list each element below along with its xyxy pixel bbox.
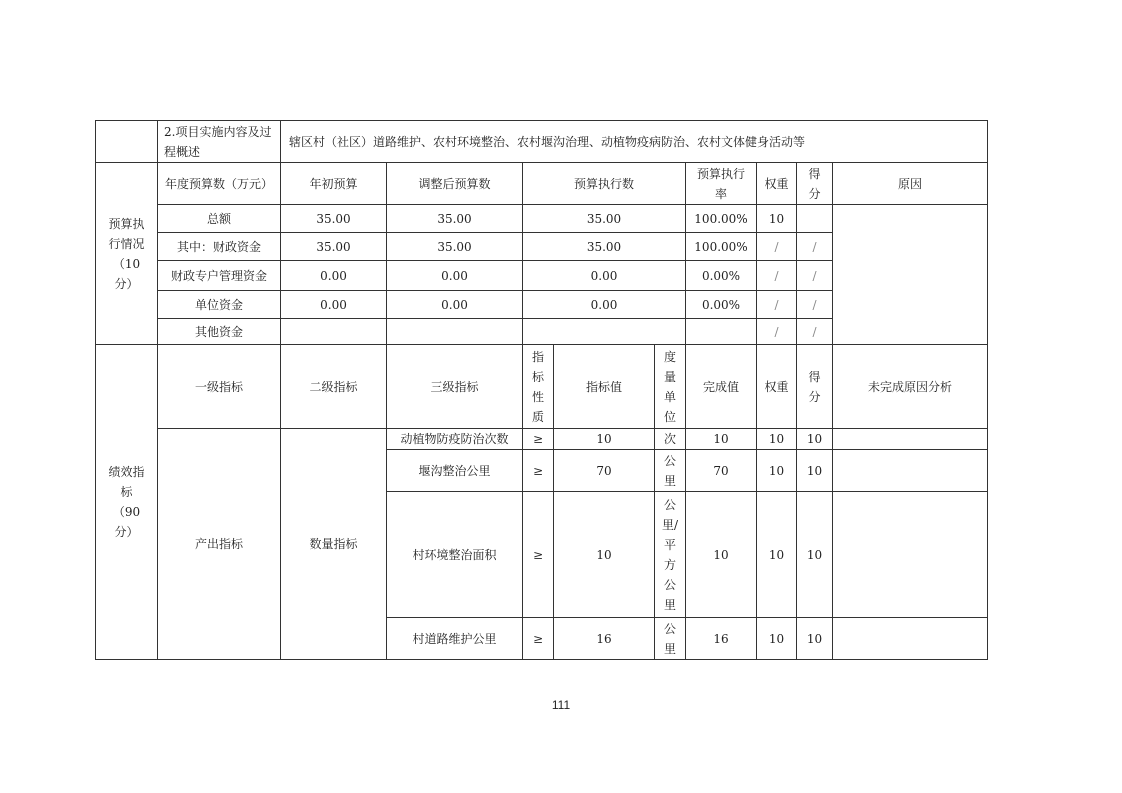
budget-row-rate: 0.00% — [686, 291, 757, 319]
budget-header-row — [96, 163, 988, 205]
budget-row-score: / — [797, 261, 833, 291]
budget-row-rate: 0.00% — [686, 261, 757, 291]
budget-row-score — [797, 205, 833, 233]
indicator-completed: 10 — [686, 492, 757, 618]
level3-header: 三级指标 — [387, 345, 523, 429]
indicator-nature: ≥ — [523, 492, 554, 618]
execution-rate-header-text: 预算执行率 — [696, 166, 745, 201]
indicator-value: 10 — [554, 492, 655, 618]
budget-row-initial: 35.00 — [281, 205, 387, 233]
budget-row-name: 财政专户管理资金 — [158, 261, 281, 291]
nature-header — [523, 345, 554, 429]
budget-row-weight: / — [757, 233, 797, 261]
indicator-nature: ≥ — [523, 618, 554, 660]
performance-header-row — [96, 345, 988, 429]
reason-header: 原因 — [833, 163, 988, 205]
indicator-analysis — [833, 450, 988, 492]
budget-row-executed: 0.00 — [523, 291, 686, 319]
indicator-name: 堰沟整治公里 — [387, 450, 523, 492]
completed-header: 完成值 — [686, 345, 757, 429]
budget-row-weight: 10 — [757, 205, 797, 233]
score-header-text: 得分 — [808, 166, 821, 201]
budget-row-executed — [523, 319, 686, 345]
level1-value: 产出指标 — [158, 429, 281, 660]
value-header: 指标值 — [554, 345, 655, 429]
budget-row-name: 其中：财政资金 — [158, 233, 281, 261]
annual-budget-header: 年度预算数（万元） — [158, 163, 281, 205]
budget-row-executed: 0.00 — [523, 261, 686, 291]
budget-row-weight: / — [757, 261, 797, 291]
budget-row-executed: 35.00 — [523, 233, 686, 261]
budget-row-adjusted: 35.00 — [387, 205, 523, 233]
budget-row-rate — [686, 319, 757, 345]
indicator-name: 村道路维护公里 — [387, 618, 523, 660]
budget-row-initial: 35.00 — [281, 233, 387, 261]
empty-cell — [96, 121, 158, 163]
budget-row-adjusted — [387, 319, 523, 345]
page-number: 111 — [551, 698, 571, 712]
indicator-nature: ≥ — [523, 450, 554, 492]
indicator-unit-text: 公里/平方公里 — [662, 497, 679, 612]
project-description-label: 2.项目实施内容及过程概述 — [158, 121, 281, 163]
indicator-unit-text: 公里 — [663, 621, 676, 656]
nature-header-text: 指标性质 — [531, 349, 544, 424]
perf-score-header-text: 得分 — [808, 369, 821, 404]
perf-score-header — [797, 345, 833, 429]
indicator-analysis — [833, 492, 988, 618]
budget-row-initial: 0.00 — [281, 261, 387, 291]
indicator-name: 动植物防疫防治次数 — [387, 429, 523, 450]
indicator-score: 10 — [797, 429, 833, 450]
level2-value: 数量指标 — [281, 429, 387, 660]
budget-reason-cell — [833, 205, 988, 345]
budget-section-label-text: 预算执行情况（10分） — [108, 216, 145, 291]
indicator-score: 10 — [797, 450, 833, 492]
perf-weight-header: 权重 — [757, 345, 797, 429]
indicator-unit — [655, 450, 686, 492]
execution-rate-header — [686, 163, 757, 205]
budget-row-adjusted: 0.00 — [387, 261, 523, 291]
indicator-analysis — [833, 618, 988, 660]
indicator-weight: 10 — [757, 429, 797, 450]
performance-section-label — [96, 345, 158, 660]
budget-row-rate: 100.00% — [686, 233, 757, 261]
performance-evaluation-table — [95, 120, 988, 660]
indicator-completed: 70 — [686, 450, 757, 492]
budget-row-rate: 100.00% — [686, 205, 757, 233]
analysis-header: 未完成原因分析 — [833, 345, 988, 429]
indicator-weight: 10 — [757, 618, 797, 660]
indicator-score: 10 — [797, 492, 833, 618]
project-description-row — [96, 121, 988, 163]
indicator-unit-text: 公里 — [663, 453, 676, 488]
budget-row-name: 总额 — [158, 205, 281, 233]
budget-row-weight: / — [757, 319, 797, 345]
indicator-nature: ≥ — [523, 429, 554, 450]
indicator-weight: 10 — [757, 492, 797, 618]
indicator-analysis — [833, 429, 988, 450]
budget-row-adjusted: 0.00 — [387, 291, 523, 319]
indicator-name: 村环境整治面积 — [387, 492, 523, 618]
budget-row-name: 单位资金 — [158, 291, 281, 319]
indicator-unit — [655, 492, 686, 618]
level2-header: 二级指标 — [281, 345, 387, 429]
budget-row-score: / — [797, 233, 833, 261]
weight-header: 权重 — [757, 163, 797, 205]
indicator-value: 10 — [554, 429, 655, 450]
executed-budget-header: 预算执行数 — [523, 163, 686, 205]
score-header — [797, 163, 833, 205]
unit-header — [655, 345, 686, 429]
indicator-row — [96, 429, 988, 450]
budget-section-label — [96, 163, 158, 345]
budget-row-score: / — [797, 291, 833, 319]
initial-budget-header: 年初预算 — [281, 163, 387, 205]
budget-row-name: 其他资金 — [158, 319, 281, 345]
budget-row-score: / — [797, 319, 833, 345]
indicator-weight: 10 — [757, 450, 797, 492]
indicator-score: 10 — [797, 618, 833, 660]
project-description-content: 辖区村（社区）道路维护、农村环境整治、农村堰沟治理、动植物疫病防治、农村文体健身活动等 — [281, 121, 988, 163]
indicator-unit: 次 — [655, 429, 686, 450]
indicator-value: 16 — [554, 618, 655, 660]
budget-row-initial — [281, 319, 387, 345]
budget-row-executed: 35.00 — [523, 205, 686, 233]
indicator-completed: 10 — [686, 429, 757, 450]
indicator-value: 70 — [554, 450, 655, 492]
indicator-completed: 16 — [686, 618, 757, 660]
performance-section-label-text: 绩效指标（90分） — [108, 465, 145, 539]
budget-row — [96, 205, 988, 233]
level1-header: 一级指标 — [158, 345, 281, 429]
indicator-unit — [655, 618, 686, 660]
adjusted-budget-header: 调整后预算数 — [387, 163, 523, 205]
unit-header-text: 度量单位 — [663, 349, 676, 424]
budget-row-initial: 0.00 — [281, 291, 387, 319]
budget-row-adjusted: 35.00 — [387, 233, 523, 261]
budget-row-weight: / — [757, 291, 797, 319]
